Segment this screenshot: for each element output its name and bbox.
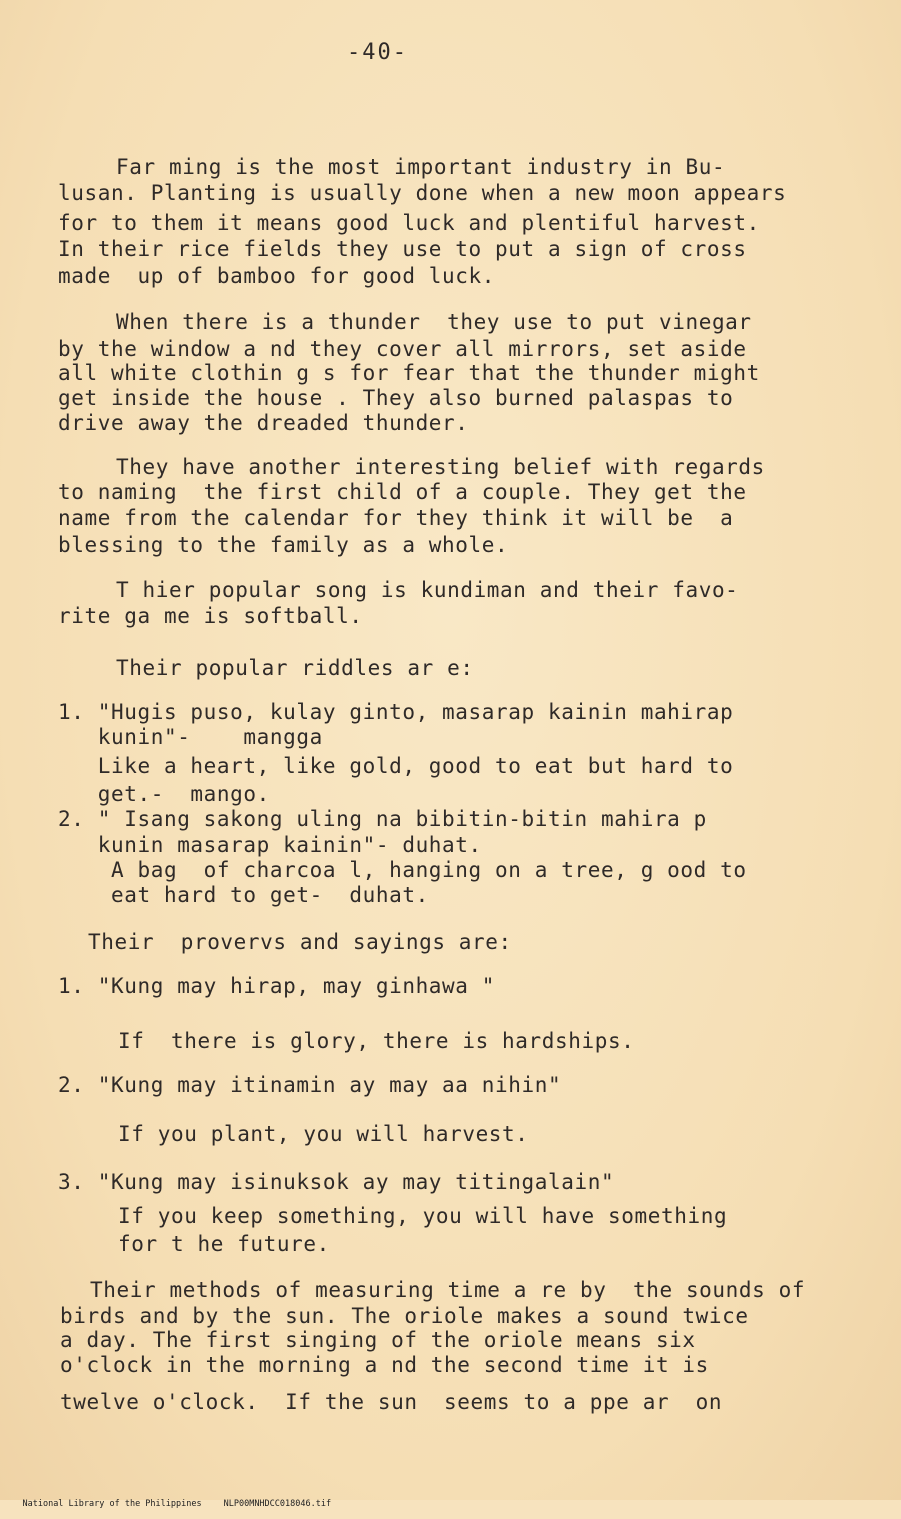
p3-line-1: They have another interesting belief with regards [116, 455, 765, 479]
plast-line-2: birds and by the sun. The oriole makes a sound twice [60, 1304, 749, 1328]
proverb-1-translation: If there is glory, there is hardships. [118, 1029, 635, 1053]
riddle-line-7: A bag of charcoa l, hanging on a tree, g ood to [58, 858, 747, 882]
p1-line-5: made up of bamboo for good luck. [58, 264, 496, 288]
proverb-1: 1. "Kung may hirap, may ginhawa " [58, 974, 496, 998]
proverbs-heading: Their provervs and sayings are: [88, 930, 512, 954]
riddle-line-2: kunin"- mangga [58, 725, 323, 749]
p1-line-2: lusan. Planting is usually done when a new moon appears [58, 181, 787, 205]
p1-line-1: Far ming is the most important industry in Bu- [116, 155, 726, 179]
plast-line-1: Their methods of measuring time a re by the sounds of [90, 1278, 806, 1302]
plast-line-3: a day. The first singing of the oriole means six [60, 1328, 696, 1352]
p2-line-1: When there is a thunder they use to put vinegar [116, 310, 752, 334]
p4-line-1: T hier popular song is kundiman and their favo- [116, 578, 739, 602]
footer-file-id: NLP00MNHDCC018046.tif [223, 1499, 332, 1509]
proverb-3-translation-1: If you keep something, you will have something [118, 1204, 728, 1228]
proverb-2: 2. "Kung may itinamin ay may aa nihin" [58, 1073, 562, 1097]
riddle-line-6: kunin masarap kainin"- duhat. [58, 833, 482, 857]
p4-line-2: rite ga me is softball. [58, 604, 363, 628]
p3-line-3: name from the calendar for they think it will be a [58, 506, 734, 530]
proverb-2-translation: If you plant, you will harvest. [118, 1122, 529, 1146]
riddle-line-8: eat hard to get- duhat. [58, 883, 429, 907]
proverb-3-translation-2: for t he future. [118, 1232, 330, 1256]
plast-line-4: o'clock in the morning a nd the second time it is [60, 1353, 709, 1377]
riddle-line-3: Like a heart, like gold, good to eat but hard to [58, 754, 734, 778]
p1-line-4: In their rice fields they use to put a sign of cross [58, 237, 747, 261]
riddles-heading: Their popular riddles ar e: [116, 656, 474, 680]
scan-footer [2, 1489, 353, 1519]
proverb-3: 3. "Kung may isinuksok ay may titingalain" [58, 1170, 615, 1194]
p2-line-4: get inside the house . They also burned palaspas to [58, 386, 734, 410]
p3-line-4: blessing to the family as a whole. [58, 533, 509, 557]
p1-line-3: for to them it means good luck and plentiful harvest. [58, 211, 760, 235]
page-number: -40- [347, 40, 408, 65]
p2-line-2: by the window a nd they cover all mirrors, set aside [58, 337, 747, 361]
p3-line-2: to naming the first child of a couple. They get the [58, 480, 747, 504]
p2-line-5: drive away the dreaded thunder. [58, 411, 469, 435]
riddle-line-4: get.- mango. [58, 782, 270, 806]
riddle-line-1: 1. "Hugis puso, kulay ginto, masarap kainin mahirap [58, 700, 734, 724]
footer-library: National Library of the Philippines [22, 1499, 202, 1509]
riddle-line-5: 2. " Isang sakong uling na bibitin-bitin mahira p [58, 807, 707, 831]
p2-line-3: all white clothin g s for fear that the thunder might [58, 361, 760, 385]
plast-line-5: twelve o'clock. If the sun seems to a ppe ar on [60, 1390, 723, 1414]
